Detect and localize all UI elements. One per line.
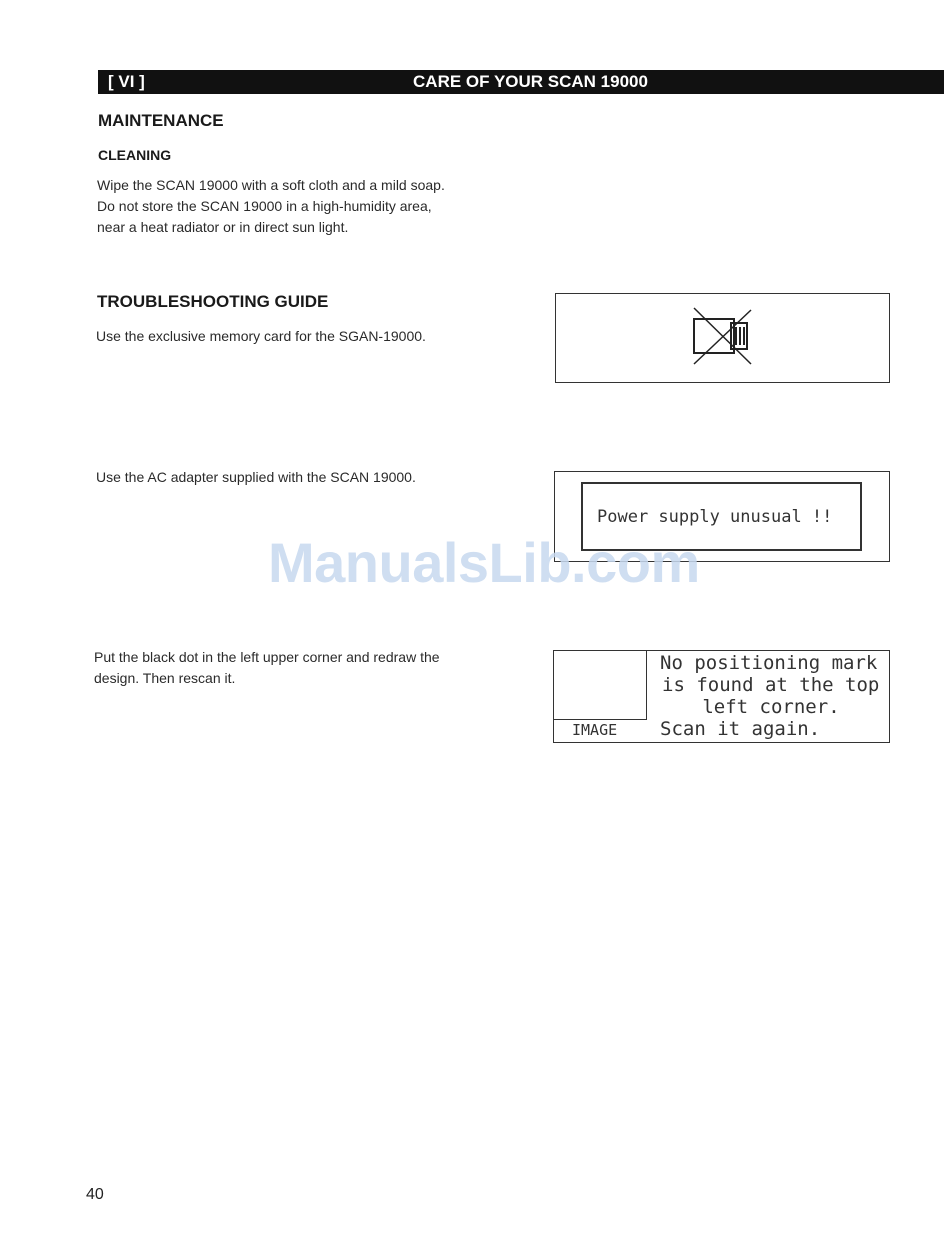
item-1-line: Use the exclusive memory card for the SGAN-19000. [96, 328, 426, 344]
image-preview-area [554, 651, 647, 720]
item-2-line: Use the AC adapter supplied with the SCAN 19000. [96, 469, 416, 485]
section-number: [ VI ] [108, 72, 145, 91]
message-line: No positioning mark [660, 652, 878, 674]
page-title: CARE OF YOUR SCAN 19000 [413, 72, 648, 91]
memory-card-illustration-box [555, 293, 890, 383]
section-header-bar [98, 70, 944, 94]
positioning-message [660, 652, 882, 740]
power-supply-message: Power supply unusual !! [597, 507, 833, 527]
crossed-out-memory-card-icon [689, 306, 759, 368]
page-number: 40 [86, 1186, 104, 1203]
cleaning-line: near a heat radiator or in direct sun light. [97, 219, 349, 235]
cleaning-line: Do not store the SCAN 19000 in a high-humidity area, [97, 198, 432, 214]
image-label: IMAGE [572, 721, 618, 739]
troubleshooting-item-3-text [94, 647, 440, 689]
cleaning-line: Wipe the SCAN 19000 with a soft cloth and a mild soap. [97, 177, 445, 193]
message-line: is found at the top [662, 674, 880, 696]
item-3-line: Put the black dot in the left upper corner and redraw the [94, 649, 440, 665]
item-3-line: design. Then rescan it. [94, 670, 236, 686]
troubleshooting-item-2-text [96, 467, 416, 488]
troubleshooting-item-1-text [96, 326, 426, 347]
cleaning-heading: CLEANING [98, 147, 172, 163]
positioning-mark-display-box [553, 650, 890, 743]
watermark: ManualsLib.com [268, 531, 700, 594]
troubleshooting-heading: TROUBLESHOOTING GUIDE [97, 292, 329, 311]
message-line: Scan it again. [660, 718, 821, 740]
maintenance-heading: MAINTENANCE [98, 111, 224, 130]
message-line: left corner. [702, 696, 840, 718]
cleaning-paragraph [97, 175, 445, 238]
